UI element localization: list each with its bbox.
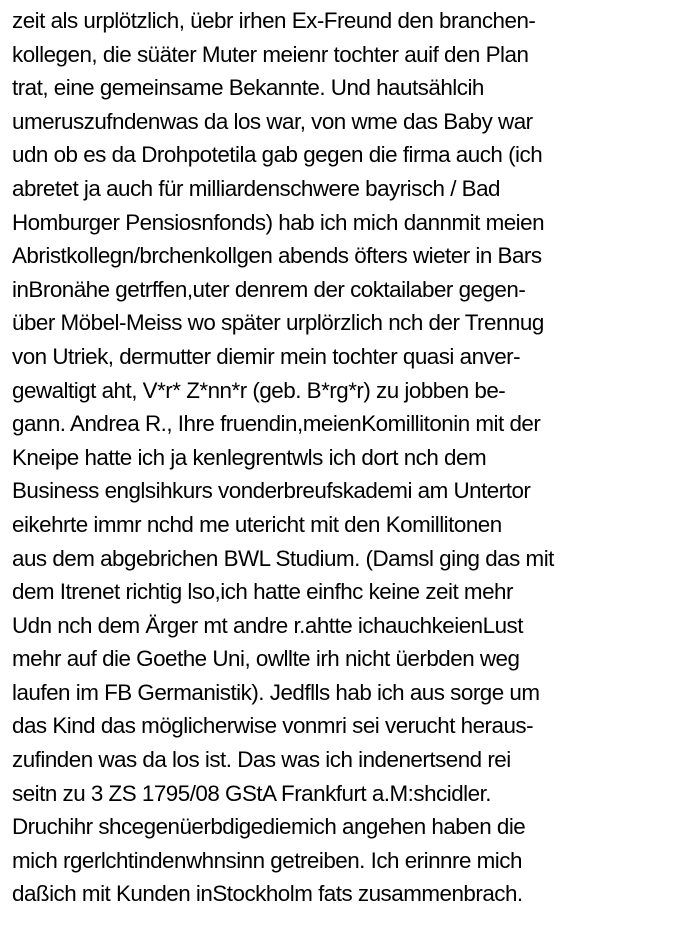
text-line: umeruszufndenwas da los war, von wme das Baby war xyxy=(12,108,533,134)
text-line: Business englsihkurs vonderbreufskademi am Untertor xyxy=(12,478,531,504)
text-line: laufen im FB Germanistik). Jedflls hab ich aus sorge um xyxy=(12,679,540,705)
text-line: inBronähe getrffen,uter denrem der coktailaber gegen- xyxy=(12,276,526,302)
text-line: mehr auf die Goethe Uni, owllte irh nicht üerbden weg xyxy=(12,646,520,672)
text-line: dem Itrenet richtig lso,ich hatte einfhc keine zeit mehr xyxy=(12,579,513,605)
text-line: mich rgerlchtindenwhnsinn getreiben. Ich erinnre mich xyxy=(12,847,522,873)
text-line: zufinden was da los ist. Das was ich indenertsend rei xyxy=(12,747,511,773)
text-line: Homburger Pensiosnfonds) hab ich mich dannmit meien xyxy=(12,209,545,235)
text-line: gewaltigt aht, V*r* Z*nn*r (geb. B*rg*r) zu jobben be- xyxy=(12,377,506,403)
body-text xyxy=(12,4,680,911)
text-line: seitn zu 3 ZS 1795/08 GStA Frankfurt a.M:shcidler. xyxy=(12,780,492,806)
text-line: Udn nch dem Ärger mt andre r.ahtte ichauchkeienLust xyxy=(12,612,523,638)
text-line: zeit als urplötzlich, üebr irhen Ex-Freund den branchen- xyxy=(12,8,536,33)
text-line: das Kind das möglicherwise vonmri sei verucht heraus- xyxy=(12,713,534,739)
text-line: gann. Andrea R., Ihre fruendin,meienKomillitonin mit der xyxy=(12,411,541,437)
text-line: eikehrte immr nchd me utericht mit den Komillitonen xyxy=(12,511,502,537)
text-line: über Möbel-Meiss wo später urplörzlich nch der Trennug xyxy=(12,310,544,336)
text-line: daßich mit Kunden inStockholm fats zusammenbrach. xyxy=(12,881,523,907)
text-line: trat, eine gemeinsame Bekannte. Und hautsählcih xyxy=(12,75,484,101)
text-line: Druchihr shcegenüerbdigediemich angehen haben die xyxy=(12,814,526,840)
text-line: Abristkollegn/brchenkollgen abends öfters wieter in Bars xyxy=(12,243,542,269)
text-line: kollegen, die süäter Muter meienr tochter auif den Plan xyxy=(12,41,529,67)
text-line: von Utriek, dermutter diemir mein tochter quasi anver- xyxy=(12,343,521,369)
text-line: abretet ja auch für milliardenschwere bayrisch / Bad xyxy=(12,175,500,201)
text-line: Kneipe hatte ich ja kenlegrentwls ich dort nch dem xyxy=(12,444,487,470)
text-line: aus dem abgebrichen BWL Studium. (Damsl ging das mit xyxy=(12,545,554,571)
text-line: udn ob es da Drohpotetila gab gegen die firma auch (ich xyxy=(12,142,543,168)
